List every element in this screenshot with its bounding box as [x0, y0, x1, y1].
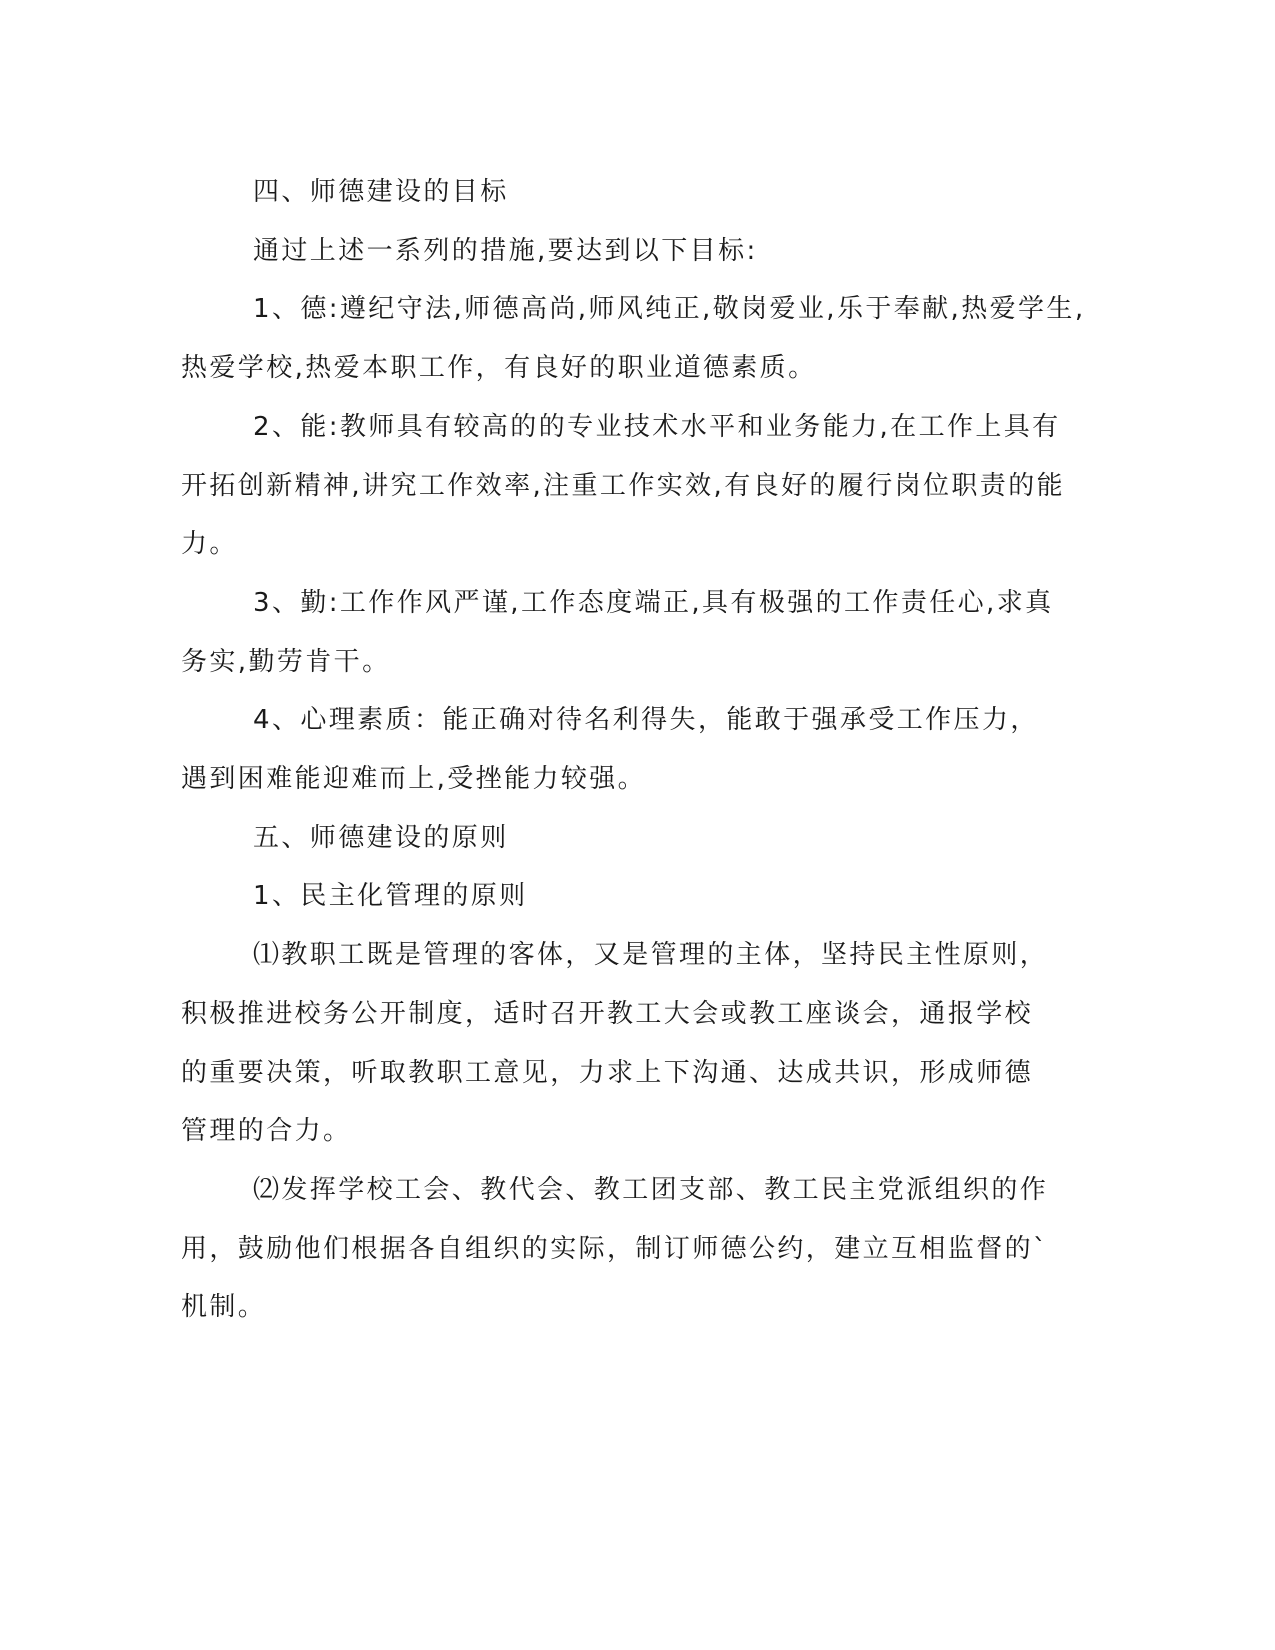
document-page	[181, 163, 1086, 1337]
text-line: 3、勤:工作作风严谨,工作态度端正,具有极强的工作责任心,求真	[253, 587, 1054, 618]
item-2-paragraph	[181, 1161, 1049, 1337]
text-line: 积极推进校务公开制度，适时召开教工大会或教工座谈会，通报学校	[181, 998, 1034, 1029]
goal-1-paragraph	[181, 280, 1086, 397]
text-line: 五、师德建设的原则	[253, 822, 509, 853]
text-line: 力。	[181, 529, 238, 560]
section-heading-5	[181, 809, 1041, 868]
text-line: 的重要决策，听取教职工意见，力求上下沟通、达成共识，形成师德	[181, 1057, 1034, 1088]
goal-2-paragraph	[181, 398, 1065, 574]
text-line: 四、师德建设的目标	[253, 177, 509, 207]
text-line: 热爱学校,热爱本职工作，有良好的职业道德素质。	[181, 353, 817, 384]
text-line: ⑵发挥学校工会、教代会、教工团支部、教工民主党派组织的作	[253, 1174, 1049, 1205]
goal-3-paragraph	[181, 574, 1054, 691]
text-line: ⑴教职工既是管理的客体，又是管理的主体，坚持民主性原则，	[253, 940, 1049, 971]
text-line: 管理的合力。	[181, 1116, 352, 1147]
item-1-paragraph	[181, 926, 1049, 1161]
goal-4-paragraph	[181, 691, 1041, 808]
principle-1-heading	[181, 867, 1041, 926]
text-line: 通过上述一系列的措施,要达到以下目标:	[253, 235, 758, 266]
text-line: 开拓创新精神,讲究工作效率,注重工作实效,有良好的履行岗位职责的能	[181, 470, 1065, 501]
text-line: 1、德:遵纪守法,师德高尚,师风纯正,敬岗爱业,乐于奉献,热爱学生,	[253, 294, 1086, 325]
text-line: 4、心理素质：能正确对待名利得失，能敢于强承受工作压力，	[253, 705, 1039, 736]
intro-paragraph	[181, 222, 1041, 281]
section-heading-4	[181, 163, 1041, 222]
text-line: 1、民主化管理的原则	[253, 881, 528, 912]
text-line: 机制。	[181, 1292, 267, 1323]
text-line: 遇到困难能迎难而上,受挫能力较强。	[181, 764, 647, 795]
text-line: 用，鼓励他们根据各自组织的实际，制订师德公约，建立互相监督的`	[181, 1233, 1049, 1264]
text-line: 2、能:教师具有较高的的专业技术水平和业务能力,在工作上具有	[253, 411, 1061, 442]
text-line: 务实,勤劳肯干。	[181, 646, 391, 677]
